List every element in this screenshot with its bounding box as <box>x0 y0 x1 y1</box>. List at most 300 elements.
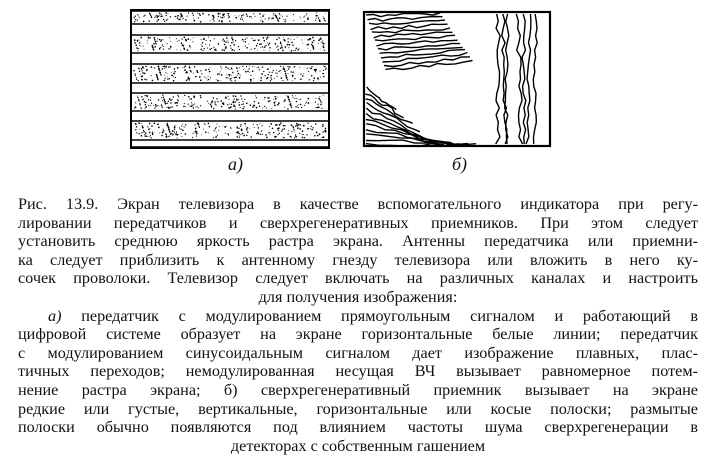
panel-a-dot <box>188 96 189 97</box>
panel-a-dot <box>310 67 311 68</box>
panel-a-dot <box>284 107 285 108</box>
panel-a-dot <box>275 98 277 100</box>
panel-a-dot <box>298 107 299 108</box>
panel-a-dot <box>243 69 244 70</box>
panel-a-dot <box>146 136 148 138</box>
panel-a-dot <box>307 68 308 69</box>
panel-a-dot <box>140 45 141 46</box>
panel-a-dot <box>250 49 251 50</box>
panel-a-dot <box>320 102 321 103</box>
panel-a-dot <box>191 98 193 100</box>
panel-a-dot <box>317 104 318 105</box>
panel-a-dot <box>195 76 197 78</box>
panel-a-dot <box>161 14 162 15</box>
panel-a-dot <box>323 16 324 17</box>
panel-a-dot <box>183 36 185 38</box>
panel-a-dot <box>135 19 136 20</box>
panel-a-dot <box>216 79 217 80</box>
panel-a-dot <box>181 38 182 39</box>
panel-a-dot <box>177 95 178 96</box>
panel-a-dot <box>139 129 140 130</box>
panel-a-dot <box>320 101 321 102</box>
panel-a-dot <box>294 78 295 79</box>
panel-a-dot <box>313 48 315 50</box>
panel-a-dot <box>265 134 267 136</box>
panel-a-dot <box>256 107 258 109</box>
panel-a-dot <box>208 79 210 81</box>
panel-a-dot <box>193 104 194 105</box>
panel-a-dot <box>222 49 223 50</box>
panel-a-dot <box>133 70 135 72</box>
panel-a-dot <box>284 125 285 126</box>
panel-a-dot <box>164 65 166 67</box>
panel-a-dot <box>223 15 225 17</box>
panel-a-dot <box>171 72 172 73</box>
panel-a-dot <box>141 96 142 97</box>
panel-a-dot <box>315 15 317 17</box>
panel-a-dot <box>268 97 270 99</box>
panel-a-dot <box>324 18 325 19</box>
panel-a-dot <box>243 21 244 22</box>
panel-a-dot <box>318 18 319 19</box>
panel-a-dot <box>276 47 277 48</box>
panel-a-dot <box>307 122 308 123</box>
panel-a-dot <box>137 14 138 15</box>
panel-a-dot <box>168 13 169 14</box>
panel-a-dot <box>293 129 294 130</box>
panel-a-dot <box>248 43 249 44</box>
panel-a-dot <box>243 106 244 107</box>
panel-a-dot <box>160 73 161 74</box>
panel-a-dot <box>215 128 216 129</box>
panel-a-dot <box>238 46 239 47</box>
panel-a-dot <box>277 104 279 106</box>
panel-a-dot <box>297 125 299 127</box>
panel-a-dot <box>322 125 324 127</box>
panel-a-dot <box>259 14 260 15</box>
panel-a-dot <box>199 127 200 128</box>
panel-a-dot <box>168 107 169 108</box>
panel-a-dot <box>292 126 293 127</box>
panel-a-dot <box>198 107 199 108</box>
panel-a-dot <box>250 80 251 81</box>
panel-a-dot <box>285 46 287 48</box>
panel-a-dot <box>261 43 262 44</box>
panel-a-dot <box>291 107 292 108</box>
panel-a-dot <box>200 105 201 106</box>
panel-a-dot <box>145 104 147 106</box>
panel-a-dot <box>314 77 316 79</box>
panel-a-dot <box>181 126 182 127</box>
panel-a-dot <box>199 13 200 14</box>
panel-a-dot <box>154 39 156 41</box>
panel-a-dot <box>191 105 193 107</box>
panel-a-dot <box>213 20 214 21</box>
panel-a-dot <box>264 46 266 48</box>
panel-a-dot <box>315 69 316 70</box>
panel-a-dot <box>165 103 167 105</box>
panel-a-dot <box>222 126 223 127</box>
panel-a-dot <box>283 49 284 50</box>
panel-a-dot <box>208 123 210 125</box>
panel-a-dot <box>135 16 136 17</box>
panel-a-dot <box>232 39 234 41</box>
panel-a-dot <box>217 101 218 102</box>
panel-a-dot <box>276 136 277 137</box>
panel-a-dot <box>152 45 154 47</box>
panel-a-dot <box>142 70 143 71</box>
panel-a-dot <box>184 67 185 68</box>
caption-line: редкие или густые, вертикальные, горизонтальные или косые полоски; размытые <box>18 399 698 418</box>
panel-a-dot <box>222 20 223 21</box>
panel-a-dot <box>136 132 137 133</box>
panel-a-dot <box>148 36 149 37</box>
caption-line: полоски обычно появляются под влиянием частоты шума сверхрегенерации в <box>18 418 698 437</box>
panel-a-dot <box>258 102 260 104</box>
panel-a-dot <box>230 127 231 128</box>
panel-a-dot <box>299 67 300 68</box>
panel-a-dot <box>135 102 136 103</box>
panel-a-dot <box>161 97 162 98</box>
panel-a-dot <box>264 14 265 15</box>
panel-a-dot <box>246 13 248 15</box>
panel-a-dot <box>277 46 278 47</box>
panel-a-dot <box>226 126 227 127</box>
panel-a-dot <box>201 134 202 135</box>
panel-a-dot <box>214 49 216 51</box>
panel-a-dot <box>294 137 295 138</box>
panel-a-dot <box>167 19 168 20</box>
panel-a-dot <box>138 122 140 124</box>
panel-a-dot <box>323 66 324 67</box>
panel-a-dot <box>262 21 264 23</box>
panel-a-dot <box>213 137 214 138</box>
panel-a-dot <box>262 108 263 109</box>
panel-a-dot <box>182 124 183 125</box>
panel-a-dot <box>140 105 141 106</box>
panel-a-dot <box>211 102 213 104</box>
panel-a-dot <box>133 17 134 18</box>
panel-a-dot <box>171 99 172 100</box>
panel-a-dot <box>179 19 180 20</box>
panel-a-dot <box>316 18 317 19</box>
panel-a-dot <box>159 68 160 69</box>
panel-a-dot <box>268 74 269 75</box>
panel-a-dot <box>323 95 324 96</box>
panel-a-dot <box>259 43 261 45</box>
panel-a-dot <box>272 127 274 129</box>
panel-a-dot <box>210 20 211 21</box>
panel-a-dot <box>273 70 274 71</box>
panel-a-dot <box>192 137 193 138</box>
panel-a-dot <box>264 75 265 76</box>
panel-a-dot <box>270 77 271 78</box>
panel-a-dot <box>207 48 208 49</box>
panel-a-dot <box>292 76 293 77</box>
panel-a-dot <box>238 73 240 75</box>
panel-a-dot <box>176 38 177 39</box>
panel-a-dot <box>261 19 262 20</box>
panel-a-dot <box>180 50 181 51</box>
panel-a-dot <box>247 37 248 38</box>
panel-a-dot <box>287 70 288 71</box>
panel-a-dot <box>264 106 265 107</box>
panel-a-dot <box>228 42 229 43</box>
panel-a-dot <box>189 46 190 47</box>
panel-a-dot <box>279 17 281 19</box>
panel-a-dot <box>296 101 297 102</box>
panel-a-dot <box>200 79 202 81</box>
panel-a-dot <box>201 44 202 45</box>
panel-a-dot <box>181 15 183 17</box>
panel-a-dot <box>267 97 268 98</box>
panel-a-dot <box>180 16 181 17</box>
panel-a-dot <box>238 131 239 132</box>
panel-a-dot <box>144 102 145 103</box>
figure-caption <box>18 195 698 455</box>
panel-a-dot <box>325 68 326 69</box>
panel-a-dot <box>208 103 209 104</box>
panel-a-dot <box>174 131 175 132</box>
panel-a-dot <box>194 132 195 133</box>
panel-a-dot <box>154 108 155 109</box>
panel-a-dot <box>225 133 226 134</box>
panel-a-dot <box>249 72 250 73</box>
panel-a-dot <box>139 101 140 102</box>
panel-a-dot <box>196 133 197 134</box>
panel-a-dot <box>298 124 300 126</box>
panel-a-dot <box>250 136 251 137</box>
panel-a-dot <box>235 17 237 19</box>
panel-a-dot <box>310 128 311 129</box>
panel-a-dot <box>261 130 262 131</box>
panel-a-dot <box>193 73 194 74</box>
panel-a-dot <box>146 70 147 71</box>
panel-a-dot <box>194 20 196 22</box>
panel-a-dot <box>194 66 196 68</box>
panel-a-dot <box>292 72 293 73</box>
panel-a-dot <box>169 37 170 38</box>
caption-line: сочек проволоки. Телевизор следует включать на различных каналах и настроить <box>18 269 698 288</box>
panel-a-dot <box>163 99 165 101</box>
panel-a-dot <box>137 19 138 20</box>
panel-a-dot <box>288 68 289 69</box>
panel-a-dot <box>279 14 280 15</box>
panel-a-dot <box>145 102 146 103</box>
panel-a-dot <box>295 136 296 137</box>
panel-a-dot <box>134 39 136 41</box>
panel-a-dot <box>168 67 169 68</box>
panel-a-dot <box>236 67 238 69</box>
panel-a-dot <box>239 67 240 68</box>
panel-a-dot <box>183 126 184 127</box>
panel-a-dot <box>218 43 219 44</box>
panel-a-dot <box>243 103 244 104</box>
panel-a-label: а) <box>228 154 243 174</box>
panel-a-dot <box>286 16 287 17</box>
panel-a-dot <box>228 107 229 108</box>
panel-a-dot <box>308 103 309 104</box>
panel-a-dot <box>158 105 159 106</box>
panel-a-dot <box>139 71 140 72</box>
panel-a-dot <box>169 129 170 130</box>
panel-a-dot <box>269 43 271 45</box>
panel-a-dot <box>316 12 317 13</box>
panel-a-dot <box>258 39 260 41</box>
panel-a-dot <box>145 135 147 137</box>
panel-a-dot <box>153 122 155 124</box>
panel-a-dot <box>221 69 222 70</box>
panel-a-dot <box>291 71 292 72</box>
panel-a-dot <box>291 137 292 138</box>
panel-a-dot <box>206 40 207 41</box>
panel-a-dot <box>316 132 318 134</box>
panel-a-dot <box>294 66 296 68</box>
panel-a-dot <box>229 76 230 77</box>
panel-a-dot <box>198 124 200 126</box>
panel-a-dot <box>210 77 211 78</box>
panel-a-dot <box>312 46 314 48</box>
panel-a-dot <box>227 104 228 105</box>
panel-a-dot <box>224 127 225 128</box>
panel-a-dot <box>285 74 286 75</box>
panel-a-dot <box>225 66 227 68</box>
panel-a-dot <box>260 20 261 21</box>
panel-a-dot <box>233 105 234 106</box>
panel-a-dot <box>217 74 218 75</box>
panel-a-dot <box>284 70 286 72</box>
panel-a-dot <box>246 129 247 130</box>
panel-a-dot <box>184 69 186 71</box>
panel-a-dot <box>157 105 158 106</box>
panel-a-dot <box>160 14 161 15</box>
panel-a-dot <box>290 39 291 40</box>
panel-a-dot <box>294 132 295 133</box>
panel-a-dot <box>293 14 294 15</box>
panel-a-dot <box>154 67 155 68</box>
panel-a-dot <box>197 122 199 124</box>
panel-a-dot <box>244 41 246 43</box>
panel-a-dot <box>184 103 185 104</box>
panel-a-dot <box>222 40 223 41</box>
panel-b <box>364 12 550 147</box>
panel-a-dot <box>308 71 309 72</box>
panel-a-dot <box>320 49 321 50</box>
panel-a-dot <box>277 97 278 98</box>
panel-a-dot <box>266 137 268 139</box>
panel-a-dot <box>153 49 155 51</box>
panel-a-dot <box>168 48 169 49</box>
panel-a-dot <box>159 132 160 133</box>
panel-a-dot <box>229 69 230 70</box>
panel-a-dot <box>241 98 242 99</box>
panel-a-dot <box>279 124 280 125</box>
panel-a-dot <box>234 45 235 46</box>
panel-a-dot <box>173 80 175 82</box>
panel-a-dot <box>289 44 291 46</box>
panel-a-dot <box>223 40 225 42</box>
panel-a-dot <box>143 21 145 23</box>
panel-a-dot <box>180 14 181 15</box>
panel-a-dot <box>281 45 282 46</box>
panel-a-dot <box>265 45 266 46</box>
panel-a-dot <box>291 124 293 126</box>
panel-a-dot <box>242 108 244 110</box>
panel-a-dot <box>295 135 296 136</box>
panel-a-dot <box>138 98 139 99</box>
panel-a-dot <box>183 106 184 107</box>
panel-a-dot <box>280 70 281 71</box>
panel-a-dot <box>205 44 206 45</box>
panel-a-dot <box>305 103 306 104</box>
panel-a-dot <box>168 127 169 128</box>
panel-a-dot <box>141 135 143 137</box>
panel-a-dot <box>231 78 232 79</box>
panel-a-dot <box>306 44 307 45</box>
panel-a-dot <box>296 48 298 50</box>
panel-a-dot <box>306 102 307 103</box>
panel-a-dot <box>200 95 201 96</box>
panel-a-dot <box>148 129 150 131</box>
panel-a-dot <box>304 137 306 139</box>
panel-a-dot <box>275 124 277 126</box>
panel-a-dot <box>324 20 326 22</box>
panel-a-dot <box>177 137 178 138</box>
panel-a-dot <box>138 80 139 81</box>
panel-a-dot <box>173 76 174 77</box>
panel-a-dot <box>253 40 254 41</box>
panel-a-dot <box>162 68 164 70</box>
panel-a-dot <box>307 39 309 41</box>
panel-a-dot <box>230 80 231 81</box>
panel-a-dot <box>167 43 168 44</box>
panel-a-dot <box>236 80 237 81</box>
panel-a-dot <box>321 137 322 138</box>
panel-a-dot <box>135 106 137 108</box>
panel-a-dot <box>258 67 259 68</box>
panel-a-dot <box>307 18 309 20</box>
panel-a-dot <box>232 49 234 51</box>
panel-a-dot <box>134 18 135 19</box>
panel-a-dot <box>249 128 250 129</box>
panel-a-dot <box>146 95 148 97</box>
panel-a-dot <box>322 131 323 132</box>
panel-a-dot <box>235 40 236 41</box>
panel-a-dot <box>322 40 323 41</box>
panel-a-dot <box>240 126 241 127</box>
panel-a-dot <box>235 101 237 103</box>
panel-a-dot <box>319 20 320 21</box>
panel-a-dot <box>299 128 301 130</box>
panel-a-dot <box>151 66 153 68</box>
panel-a-dot <box>209 71 211 73</box>
panel-a-dot <box>168 66 169 67</box>
panel-a-dot <box>268 44 270 46</box>
panel-a-dot <box>279 13 280 14</box>
panel-a-dot <box>286 77 288 79</box>
panel-a-dot <box>180 129 181 130</box>
panel-a-dot <box>324 66 326 68</box>
panel-a-dot <box>302 137 303 138</box>
item-a-text: передатчик с модулированием прямоугольным сигналом и работающий в <box>81 306 698 325</box>
panel-a-dot <box>277 18 278 19</box>
panel-a-dot <box>309 79 310 80</box>
panel-a-dot <box>158 19 160 21</box>
panel-a-dot <box>152 133 154 135</box>
panel-a-dot <box>287 38 288 39</box>
panel-a-dot <box>216 98 218 100</box>
panel-a-dot <box>244 135 245 136</box>
